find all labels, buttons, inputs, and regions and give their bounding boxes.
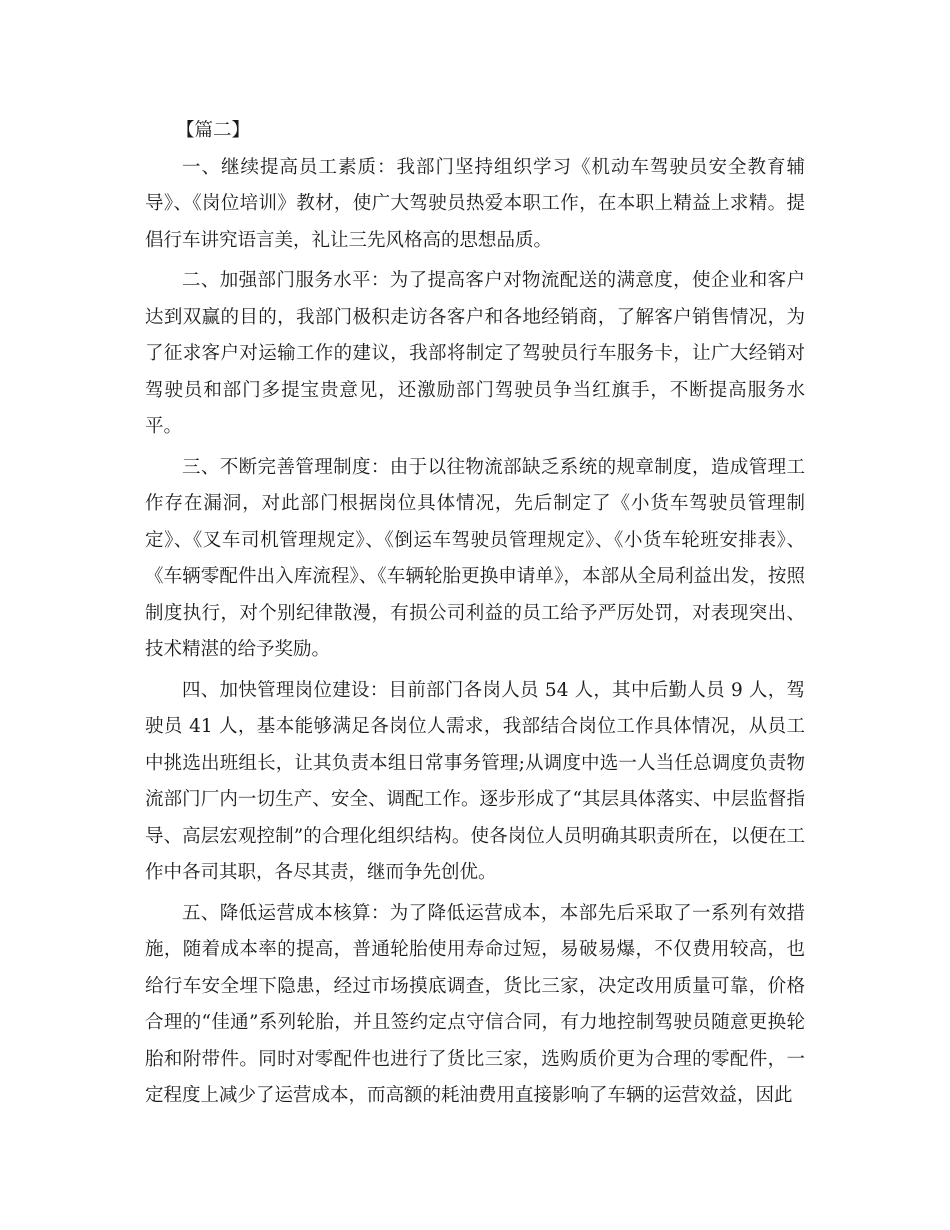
paragraph-staff-quality: 一、继续提高员工素质：我部门坚持组织学习《机动车驾驶员安全教育辅导》、《岗位培训》教材，使广大驾驶员热爱本职工作，在本职上精益上求精。提倡行车讲究语言美，礼让三先风格高的思想品质。	[145, 156, 805, 251]
paragraph-post-construction: 四、加快管理岗位建设：目前部门各岗人员 54 人，其中后勤人员 9 人，驾驶员 41 人，基本能够满足各岗位人需求，我部结合岗位工作具体情况，从员工中挑选出班组长，让其负责本组日常事务管理;从调度中选一人当任总调度负责物流部门厂内一切生产、安全、调配工作。逐步形成了“其层具体落实、中层监督指导、高层宏观控制”的合理化组织结构。使各岗位人员明确其职责所在，以便在工作中各司其职，各尽其责，继而争先创优。	[145, 679, 805, 883]
paragraph-management-system: 三、不断完善管理制度：由于以往物流部缺乏系统的规章制度，造成管理工作存在漏洞，对此部门根据岗位具体情况，先后制定了《小货车驾驶员管理制定》、《叉车司机管理规定》、《倒运车驾驶员管理规定》、《小货车轮班安排表》、《车辆零配件出入库流程》、《车辆轮胎更换申请单》，本部从全局利益出发，按照制度执行，对个别纪律散漫，有损公司利益的员工给予严厉处罚，对表现突出、技术精湛的给予奖励。	[145, 456, 805, 660]
section-heading: 【篇二】	[176, 120, 251, 141]
paragraph-service-level: 二、加强部门服务水平：为了提高客户对物流配送的满意度，使企业和客户达到双赢的目的，我部门极积走访各客户和各地经销商，了解客户销售情况，为了征求客户对运输工作的建议，我部将制定了驾驶员行车服务卡，让广大经销对驾驶员和部门多提宝贵意见，还激励部门驾驶员争当红旗手，不断提高服务水平。	[145, 270, 805, 437]
paragraph-cost-accounting: 五、降低运营成本核算：为了降低运营成本，本部先后采取了一系列有效措施，随着成本率的提高，普通轮胎使用寿命过短，易破易爆，不仅费用较高，也给行车安全埋下隐患，经过市场摸底调查，货比三家，决定改用质量可靠，价格合理的“佳通”系列轮胎，并且签约定点守信合同，有力地控制驾驶员随意更换轮胎和附带件。同时对零配件也进行了货比三家，选购质价更为合理的零配件，一定程度上减少了运营成本，而高额的耗油费用直接影响了车辆的运营效益，因此	[145, 902, 805, 1106]
document-body	[145, 113, 805, 1115]
